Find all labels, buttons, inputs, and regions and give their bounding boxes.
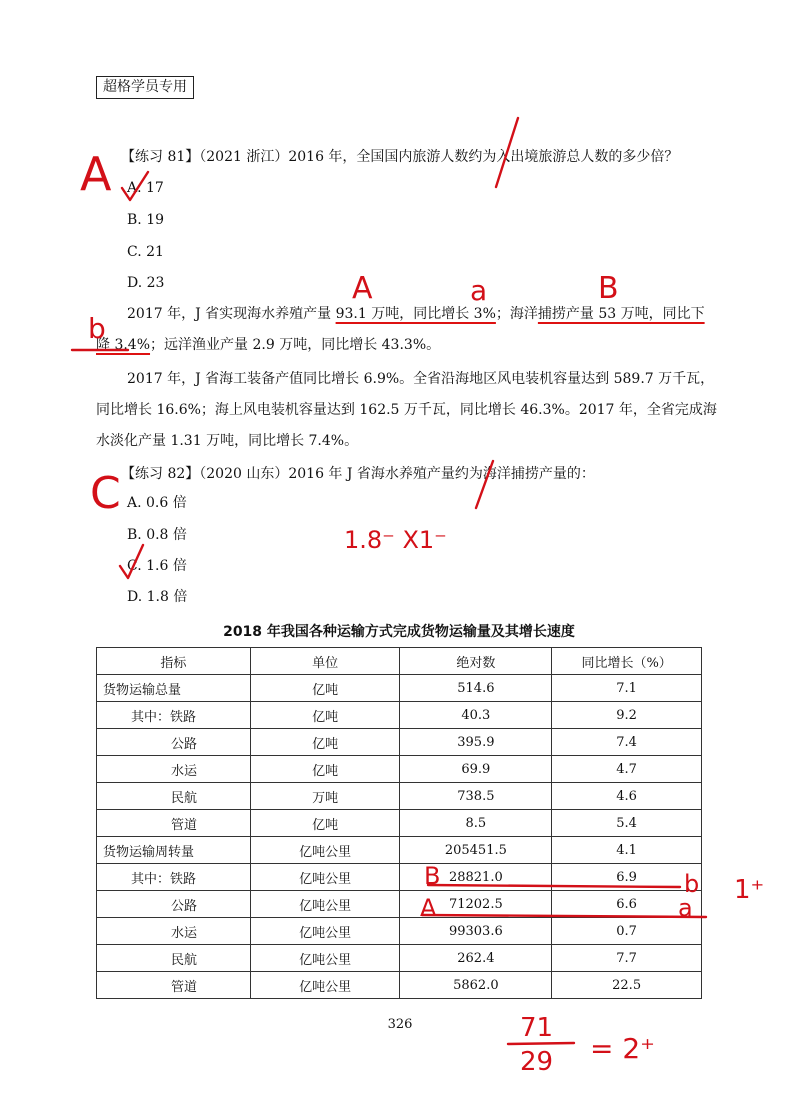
table-label-b-lower: b <box>684 870 700 898</box>
cell-growth: 7.1 <box>552 675 702 702</box>
table-row <box>97 702 702 729</box>
answer-mark-q81: A <box>80 147 112 201</box>
q82-option-d[interactable]: D. 1.8 倍 <box>127 589 188 605</box>
table-label-a-upper: A <box>420 894 437 922</box>
cell-absolute: 71202.5 <box>400 891 552 918</box>
cell-growth: 7.7 <box>552 945 702 972</box>
header-absolute: 绝对数 <box>400 648 552 675</box>
table-label-a-lower: a <box>678 894 693 922</box>
cell-absolute: 738.5 <box>400 783 552 810</box>
fraction-bar-icon <box>508 1043 574 1044</box>
cell-growth: 9.2 <box>552 702 702 729</box>
label-b-lower: b <box>88 312 106 345</box>
passage-text: 2017 年，J 省实现海水养殖产量 <box>127 306 336 322</box>
cell-growth: 5.4 <box>552 810 702 837</box>
passage-p2-line3: 水淡化产量 1.31 万吨，同比增长 7.4%。 <box>96 433 359 449</box>
cell-indicator: 管道 <box>97 810 251 837</box>
q81-stem: 【练习 81】（2021 浙江）2016 年，全国国内旅游人数约为入出境旅游总人数的多少倍？ <box>121 149 679 165</box>
cell-indicator: 水运 <box>97 918 251 945</box>
cell-unit: 亿吨 <box>250 729 400 756</box>
cell-unit: 亿吨公里 <box>250 918 400 945</box>
fraction-result: = 2⁺ <box>590 1032 655 1065</box>
q82-calc-note: 1.8⁻ X1⁻ <box>344 526 447 554</box>
cell-indicator: 水运 <box>97 756 251 783</box>
passage-p1-line2 <box>96 336 440 354</box>
cell-absolute: 514.6 <box>400 675 552 702</box>
cell-indicator: 公路 <box>97 891 251 918</box>
cell-growth: 22.5 <box>552 972 702 999</box>
underlined-figure: 捕捞产量 53 万吨，同比下 <box>537 306 705 322</box>
cell-indicator: 管道 <box>97 972 251 999</box>
cell-indicator: 公路 <box>97 729 251 756</box>
passage-text: ；海洋 <box>495 306 538 322</box>
page-number: 326 <box>387 1017 413 1032</box>
passage-text: ；远洋渔业产量 2.9 万吨，同比增长 43.3%。 <box>150 337 441 353</box>
header-growth: 同比增长（%） <box>552 648 702 675</box>
cell-growth: 4.7 <box>552 756 702 783</box>
cell-growth: 7.4 <box>552 729 702 756</box>
table-row <box>97 675 702 702</box>
q82-option-b[interactable]: B. 0.8 倍 <box>127 527 187 543</box>
cell-growth: 0.7 <box>552 918 702 945</box>
q82-option-c[interactable]: C. 1.6 倍 <box>127 558 187 574</box>
cell-indicator: 其中：铁路 <box>97 864 251 891</box>
cell-absolute: 28821.0 <box>400 864 552 891</box>
table-row <box>97 945 702 972</box>
cell-unit: 亿吨 <box>250 756 400 783</box>
passage-p1-line1 <box>127 305 705 323</box>
cell-unit: 亿吨 <box>250 810 400 837</box>
cell-growth: 4.6 <box>552 783 702 810</box>
cell-absolute: 395.9 <box>400 729 552 756</box>
cell-absolute: 99303.6 <box>400 918 552 945</box>
table-row <box>97 810 702 837</box>
table-row <box>97 756 702 783</box>
cell-unit: 亿吨 <box>250 675 400 702</box>
table-row <box>97 972 702 999</box>
fraction-numerator: 71 <box>520 1013 554 1043</box>
cell-growth: 4.1 <box>552 837 702 864</box>
cell-absolute: 5862.0 <box>400 972 552 999</box>
cell-indicator: 货物运输周转量 <box>97 837 251 864</box>
table-row <box>97 729 702 756</box>
cell-indicator: 民航 <box>97 945 251 972</box>
q81-option-a[interactable]: A. 17 <box>127 180 164 196</box>
table-row <box>97 837 702 864</box>
q82-stem: 【练习 82】（2020 山东）2016 年 J 省海水养殖产量约为海洋捕捞产量的： <box>121 466 595 482</box>
table-label-b-upper: B <box>424 862 441 890</box>
cell-unit: 亿吨公里 <box>250 891 400 918</box>
cell-indicator: 货物运输总量 <box>97 675 251 702</box>
answer-mark-q82: C <box>90 468 121 519</box>
q81-option-c[interactable]: C. 21 <box>127 244 164 260</box>
cell-growth: 6.9 <box>552 864 702 891</box>
cell-unit: 亿吨公里 <box>250 945 400 972</box>
cell-growth: 6.6 <box>552 891 702 918</box>
passage-p2-line1: 2017 年，J 省海工装备产值同比增长 6.9%。全省沿海地区风电装机容量达到 589.7 万千瓦， <box>127 371 715 387</box>
table-title: 2018 年我国各种运输方式完成货物运输量及其增长速度 <box>223 624 575 640</box>
cell-absolute: 40.3 <box>400 702 552 729</box>
q81-option-d[interactable]: D. 23 <box>127 275 165 291</box>
table-header-row <box>97 648 702 675</box>
q82-option-a[interactable]: A. 0.6 倍 <box>127 495 187 511</box>
exclusive-tag: 超格学员专用 <box>96 76 194 99</box>
q81-option-b[interactable]: B. 19 <box>127 212 165 228</box>
cell-absolute: 205451.5 <box>400 837 552 864</box>
label-b-upper: B <box>598 271 619 306</box>
cell-unit: 亿吨 <box>250 702 400 729</box>
table-row <box>97 783 702 810</box>
cell-indicator: 其中：铁路 <box>97 702 251 729</box>
cell-indicator: 民航 <box>97 783 251 810</box>
freight-table <box>96 647 702 999</box>
cell-unit: 亿吨公里 <box>250 972 400 999</box>
cell-absolute: 8.5 <box>400 810 552 837</box>
header-unit: 单位 <box>250 648 400 675</box>
cell-unit: 万吨 <box>250 783 400 810</box>
ratio-side-note: 1⁺ <box>734 875 765 905</box>
underlined-figure: 降 3.4% <box>96 337 151 353</box>
cell-unit: 亿吨公里 <box>250 864 400 891</box>
fraction-denominator: 29 <box>520 1047 554 1077</box>
table-row <box>97 891 702 918</box>
label-a-upper: A <box>352 271 373 306</box>
underlined-figure: 93.1 万吨，同比增长 3% <box>335 306 496 322</box>
cell-unit: 亿吨公里 <box>250 837 400 864</box>
table-row <box>97 918 702 945</box>
label-a-lower: a <box>470 274 488 307</box>
cell-absolute: 69.9 <box>400 756 552 783</box>
header-indicator: 指标 <box>97 648 251 675</box>
cell-absolute: 262.4 <box>400 945 552 972</box>
passage-p2-line2: 同比增长 16.6%；海上风电装机容量达到 162.5 万千瓦，同比增长 46.3%。2017 年，全省完成海 <box>96 402 717 418</box>
table-row <box>97 864 702 891</box>
